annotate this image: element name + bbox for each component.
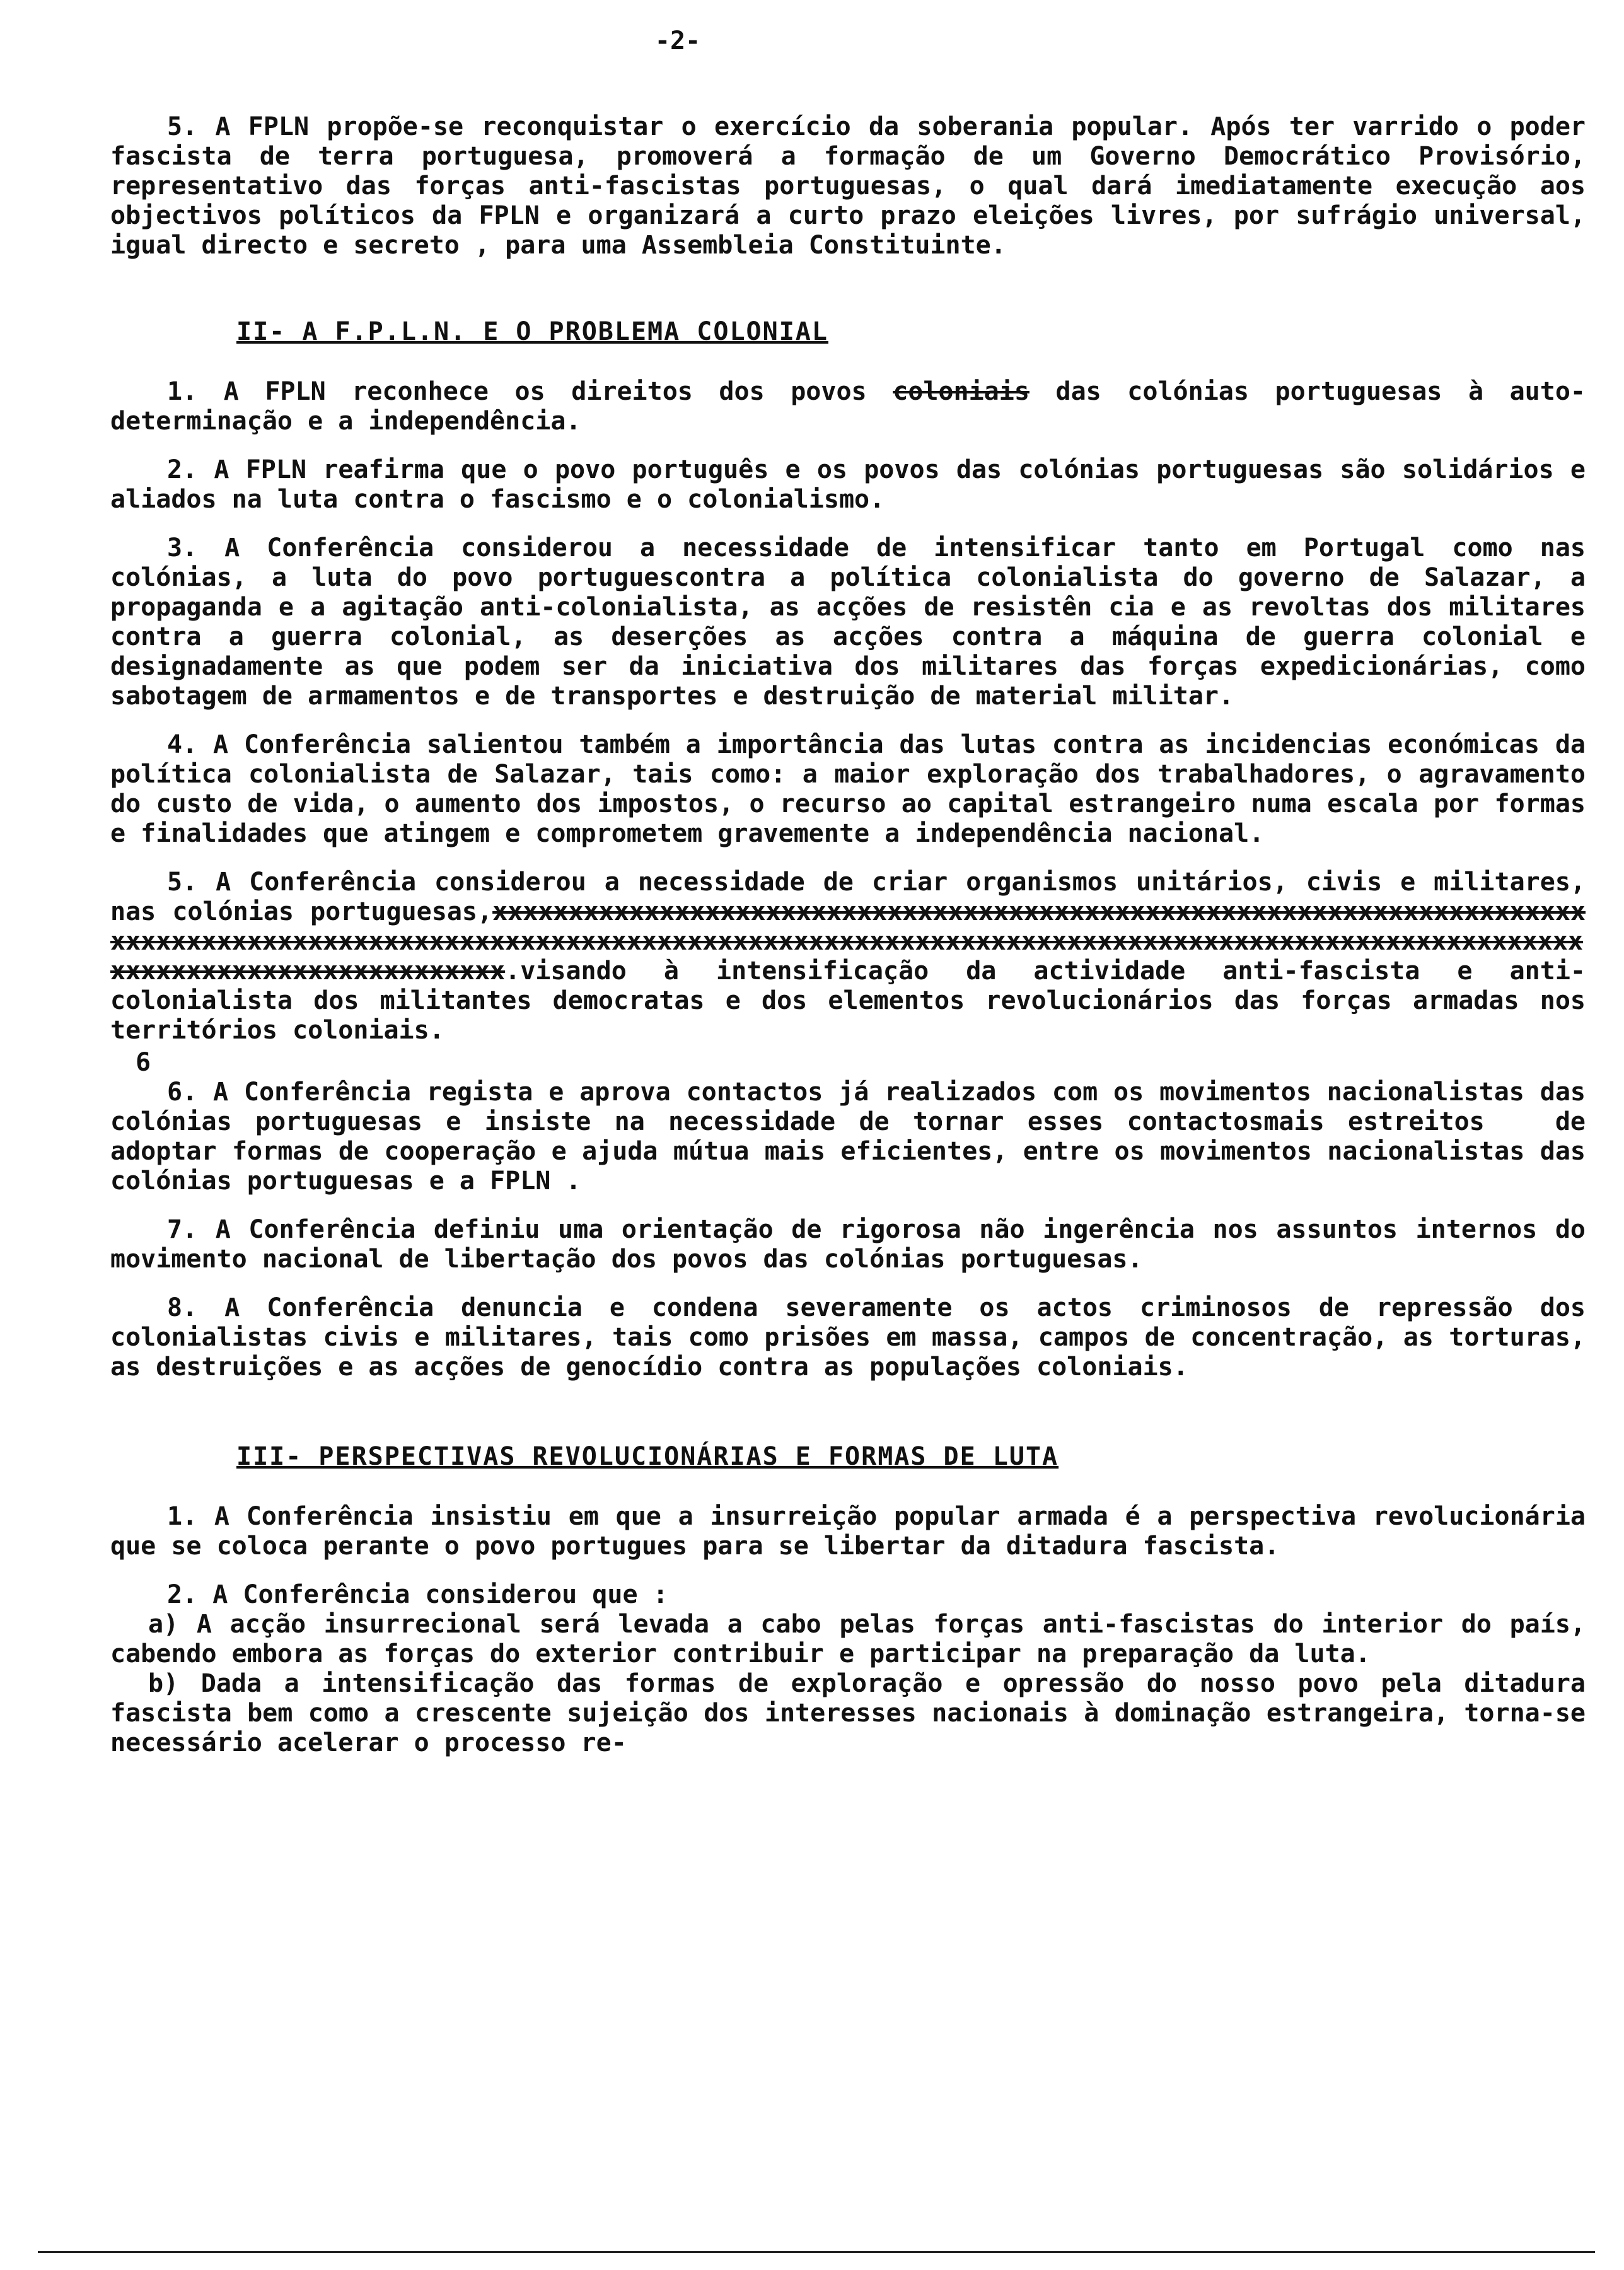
paragraph-revolution-1: 1. A Conferência insistiu em que a insurreição popular armada é a perspectiva revolucionária que se coloca perante o povo portugues para se libertar da ditadura fascista. — [110, 1502, 1601, 1561]
struck-out-text: xxxxxxxxxxxxxxxxxxxxxxxxxxxxxxxxxxxxxxxxxxxxxxxxxxxxxxxxxxxxxxxxxxxxxxxxxxxxxxxxxxxxxxxxxxxxxxxxxxxxxxxxxxxxxxxxxxxxxxxxxxxxxxxxxxxxxxxxxxxxxxxxxxxxxxxxxxxxxxxxxxxxxxxxxxxxxxxxxxxxxxxxxxxxxxxxxxx — [110, 897, 1586, 986]
paragraph-colonial-5 — [110, 868, 1601, 1045]
paragraph-revolution-2-intro: 2. A Conferência considerou que : — [167, 1580, 668, 1609]
paragraph-revolution-2a: a) A acção insurrecional será levada a cabo pelas forças anti-fascistas do interior do país, cabendo embora as forças do exterior contribuir e participar na preparação da luta. — [110, 1610, 1601, 1668]
paragraph-revolution-2b: b) Dada a intensificação das formas de exploração e opressão do nosso povo pela ditadura fascista bem como a crescente sujeição dos interesses nacionais à dominação estrangeira, torna-se necessário acelerar o processo re- — [110, 1669, 1601, 1757]
paragraph-colonial-8: 8. A Conferência denuncia e condena severamente os actos criminosos de repressão dos colonialistas civis e militares, tais como prisões em massa, campos de concentração, as torturas, as destruições e as acções de genocídio contra as populações coloniais. — [110, 1293, 1601, 1382]
paragraph-6-marker: 6 — [136, 1048, 151, 1077]
paragraph-colonial-1-end: das colónias portuguesas à auto-determinação e a independência. — [110, 377, 1586, 436]
document-body — [110, 112, 1601, 1758]
page-bottom-rule — [38, 2251, 1595, 2253]
section-heading-revolutionary-perspectives: III- PERSPECTIVAS REVOLUCIONÁRIAS E FORMAS DE LUTA — [236, 1442, 1059, 1471]
paragraph-colonial-7: 7. A Conferência definiu uma orientação de rigorosa não ingerência nos assuntos internos do movimento nacional de libertação dos povos das colónias portuguesas. — [110, 1215, 1601, 1274]
page-number: -2- — [654, 26, 701, 55]
struck-word: coloniais — [893, 377, 1030, 406]
paragraph-colonial-2: 2. A FPLN reafirma que o povo português e os povos das colónias portuguesas são solidários e aliados na luta contra o fascismo e o colonialismo. — [110, 455, 1601, 514]
paragraph-colonial-5-end: .visando à intensificação da actividade anti-fascista e anti-colonialista dos militantes democratas e dos elementos revolucionários das forças armadas nos territórios coloniais. — [110, 957, 1601, 1045]
paragraph-colonial-3: 3. A Conferência considerou a necessidade de intensificar tanto em Portugal como nas colónias, a luta do povo portuguescontra a política colonialista do governo de Salazar, a propaganda e a agitação anti-colonialista, as acções de resistên cia e as revoltas dos militares contra a guerra colonial, as deserções as acções contra a máquina de guerra colonial e designadamente as que podem ser da iniciativa dos militares das forças expedicionárias, como sabotagem de armamentos e de transportes e destruição de material militar. — [110, 533, 1601, 711]
section-heading-colonial-problem: II- A F.P.L.N. E O PROBLEMA COLONIAL — [236, 317, 828, 346]
paragraph-colonial-1 — [110, 377, 1586, 436]
paragraph-colonial-4: 4. A Conferência salientou também a importância das lutas contra as incidencias económicas da política colonialista de Salazar, tais como: a maior exploração dos trabalhadores, o agravamento do custo de vida, o aumento dos impostos, o recurso ao capital estrangeiro numa escala por formas e finalidades que atingem e comprometem gravemente a independência nacional. — [110, 730, 1601, 848]
paragraph-colonial-6: 6. A Conferência regista e aprova contactos já realizados com os movimentos nacionalistas das colónias portuguesas e insiste na necessidade de tornar esses contactosmais estreitos de adoptar formas de cooperação e ajuda mútua mais eficientes, entre os movimentos nacionalistas das colónias portuguesas e a FPLN . — [110, 1078, 1601, 1196]
paragraph-5-sovereignty: 5. A FPLN propõe-se reconquistar o exercício da soberania popular. Após ter varrido o poder fascista de terra portuguesa, promoverá a formação de um Governo Democrático Provisório, representativo das forças anti-fascistas portuguesas, o qual dará imediatamente execução aos objectivos políticos da FPLN e organizará a curto prazo eleições livres, por sufrágio universal, igual directo e secreto , para uma Assembleia Constituinte. — [110, 112, 1601, 260]
paragraph-colonial-1-start: 1. A FPLN reconhece os direitos dos povos — [167, 377, 893, 406]
paragraph-colonial-5-start: 5. A Conferência considerou a necessidade de criar organismos unitários, civis e militares, nas colónias portuguesas, — [110, 868, 1601, 926]
